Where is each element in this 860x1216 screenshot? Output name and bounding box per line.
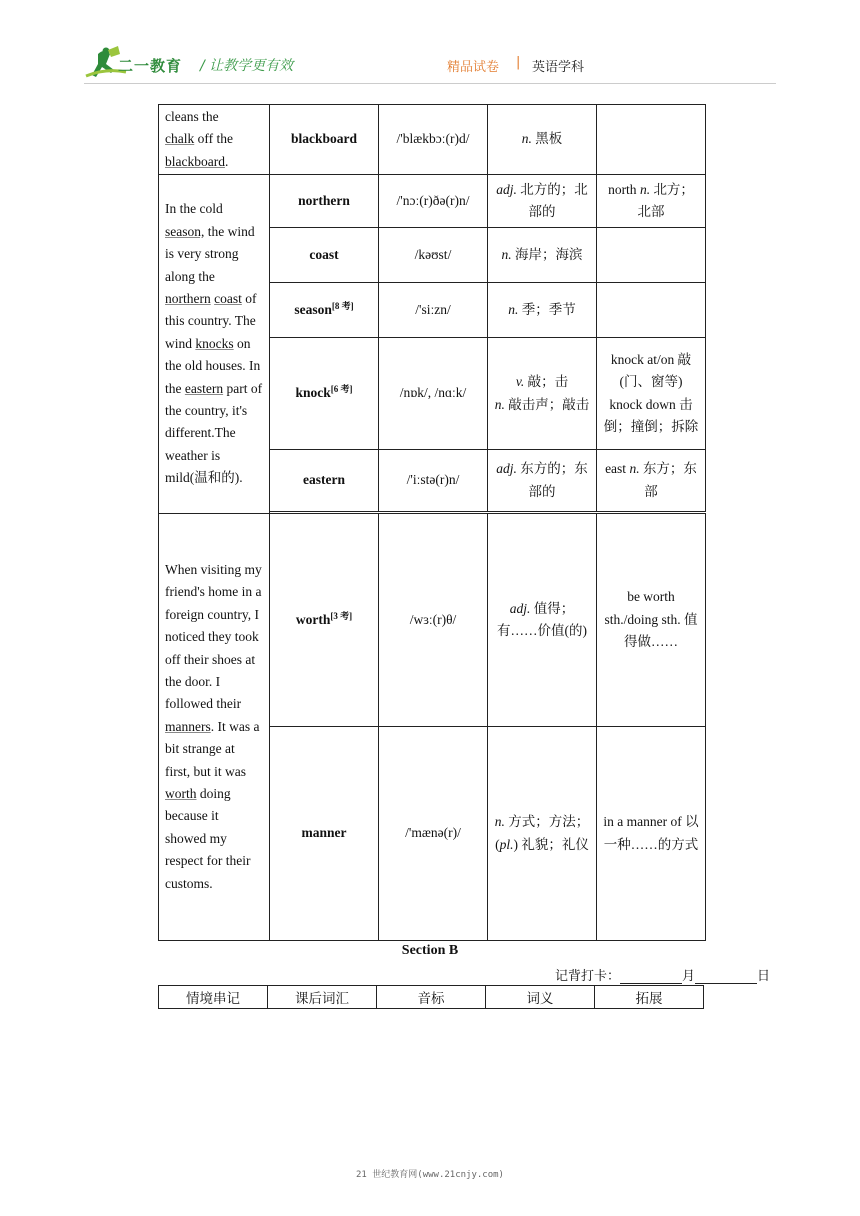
context-keyword: coast: [214, 290, 242, 306]
month-blank[interactable]: [620, 969, 682, 984]
header-tag-subject: 英语学科: [532, 60, 585, 75]
context-keyword: northern: [165, 290, 211, 306]
meaning-text: 方式；方法；: [504, 814, 590, 830]
part-of-speech: n.: [508, 301, 519, 317]
day-blank[interactable]: [695, 969, 757, 984]
meaning: [488, 283, 597, 338]
context-cell: [159, 514, 270, 941]
extension: be worth sth./doing sth. 值得做……: [597, 514, 706, 727]
phonetic: /wɜː(r)θ/: [379, 514, 488, 727]
table-row: [159, 514, 706, 727]
part-of-speech: n.: [639, 181, 651, 197]
context-keyword: chalk: [165, 131, 195, 147]
extension: [597, 175, 706, 228]
checkin-line: [555, 965, 770, 984]
table-header-row: [159, 986, 704, 1009]
context-text: . It was a bit strange at first, but it was: [165, 718, 260, 779]
meaning: [488, 338, 597, 450]
meaning-text: 北方的；北部的: [516, 181, 588, 219]
section-b-table-header: [158, 985, 704, 1009]
checkin-label: 记背打卡：: [555, 969, 621, 984]
header-divider: [84, 83, 776, 84]
context-cell: [159, 175, 270, 514]
vocab-word: eastern: [270, 450, 379, 512]
logo-text: 二一教育: [118, 57, 183, 75]
context-text: off the: [194, 131, 233, 147]
meaning: [488, 228, 597, 283]
context-keyword: manners: [165, 718, 211, 734]
part-of-speech: n.: [521, 131, 532, 147]
phonetic: /nɒk/, /nɑːk/: [379, 338, 488, 450]
vocab-word: [270, 338, 379, 450]
paren: ): [513, 836, 518, 852]
meaning-text: 敲击声；敲击: [504, 396, 590, 412]
meaning-text: 值得；有……价值(的): [497, 600, 587, 638]
slogan: / 让教学更有效: [200, 58, 294, 74]
context-keyword: knocks: [195, 335, 234, 351]
header-separator: |: [516, 55, 521, 70]
phonetic: /'siːzn/: [379, 283, 488, 338]
meaning: [488, 514, 597, 727]
context-text: of this country. The wind: [165, 290, 257, 351]
vocab-word: [270, 514, 379, 727]
vocab-word-text: knock: [295, 385, 331, 401]
context-keyword: blackboard: [165, 153, 225, 169]
context-text: .: [224, 153, 229, 169]
header-tag-quality: 精品试卷: [447, 60, 500, 75]
context-text: In the cold: [165, 201, 223, 217]
exam-frequency: [3 考]: [330, 610, 353, 621]
context-text: part of the country, it's different.The weather is mild(温和的).: [165, 380, 263, 486]
extension-word: north: [608, 181, 640, 197]
extension: [597, 228, 706, 283]
page-header: [0, 0, 860, 100]
extension: in a manner of 以一种……的方式: [597, 727, 706, 941]
vocab-table: [158, 104, 706, 941]
header-phonetic: 音标: [377, 986, 486, 1009]
header-context: 情境串记: [159, 986, 268, 1009]
table-row: [159, 175, 706, 228]
header-extension: 拓展: [595, 986, 704, 1009]
meaning: [488, 727, 597, 941]
meaning: [488, 105, 597, 175]
context-text: cleans the: [165, 108, 219, 124]
vocab-word-text: season: [294, 301, 332, 317]
vocab-word: [270, 283, 379, 338]
vocab-word-text: worth: [295, 611, 331, 627]
part-of-speech: n.: [494, 814, 505, 830]
vocab-word: northern: [270, 175, 379, 228]
paren: (: [495, 836, 500, 852]
meaning: [488, 450, 597, 512]
header-meaning: 词义: [486, 986, 595, 1009]
phonetic: /'nɔː(r)ðə(r)n/: [379, 175, 488, 228]
extension: [597, 283, 706, 338]
part-of-speech: adj.: [496, 181, 517, 197]
context-text: When visiting my friend's home in a foreign country, I noticed they took off their shoes at the door. I followed their: [165, 561, 262, 712]
extension: knock at/on 敲(门、窗等) knock down 击倒；撞倒；拆除: [597, 338, 706, 450]
month-label: 月: [682, 969, 696, 984]
phonetic: /'blækbɔː(r)d/: [379, 105, 488, 175]
part-of-speech: n.: [494, 396, 505, 412]
context-keyword: worth: [165, 786, 197, 802]
section-title: Section B: [401, 943, 459, 958]
extension-meaning: 北方；北部: [637, 181, 694, 219]
part-of-speech: n.: [501, 246, 512, 262]
extension-meaning: 东方；东部: [639, 461, 697, 499]
context-cell: [159, 105, 270, 175]
meaning-text: 海岸；海滨: [511, 246, 583, 262]
context-text: doing because it showed my respect for their customs.: [165, 786, 251, 891]
part-of-speech: pl.: [499, 836, 514, 852]
meaning-text: 季；季节: [518, 301, 576, 317]
part-of-speech: v.: [515, 374, 525, 390]
extension: [597, 450, 706, 512]
vocab-word: blackboard: [270, 105, 379, 175]
vocab-word: manner: [270, 727, 379, 941]
meaning: [488, 175, 597, 228]
meaning-text: 敲；击: [524, 374, 569, 390]
context-keyword: eastern: [184, 380, 224, 396]
phonetic: /'iːstə(r)n/: [379, 450, 488, 512]
extension-word: east: [605, 461, 630, 477]
context-keyword: season,: [165, 223, 205, 239]
part-of-speech: adj.: [509, 600, 531, 616]
header-vocab: 课后词汇: [268, 986, 377, 1009]
table-row: [159, 105, 706, 175]
phonetic: /kəʊst/: [379, 228, 488, 283]
phonetic: /'mænə(r)/: [379, 727, 488, 941]
vocab-word: coast: [270, 228, 379, 283]
exam-frequency: [6 考]: [330, 384, 353, 395]
day-label: 日: [757, 969, 771, 984]
meaning-text: 礼貌；礼仪: [518, 836, 589, 852]
meaning-text: 东方的；东部的: [516, 461, 588, 499]
exam-frequency: [8 考]: [331, 300, 354, 311]
part-of-speech: adj.: [496, 461, 517, 477]
context-text: the wind is very strong along the: [165, 223, 255, 284]
extension: [597, 105, 706, 175]
meaning-text: 黑板: [531, 131, 563, 147]
page-footer: 21 世纪教育网(www.21cnjy.com): [356, 1170, 504, 1180]
context-text: on the old houses. In the: [165, 335, 261, 396]
part-of-speech: n.: [629, 461, 640, 477]
